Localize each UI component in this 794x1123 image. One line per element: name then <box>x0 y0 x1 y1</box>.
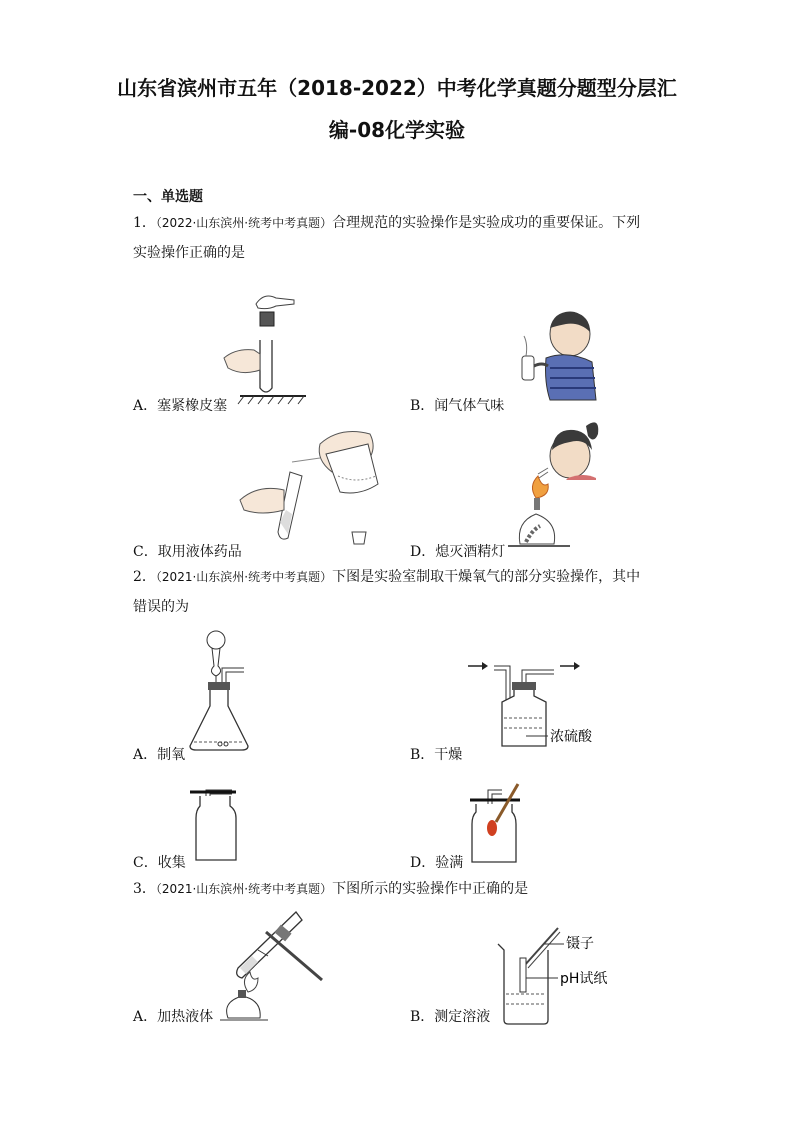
tweezers-label: 镊子 <box>566 936 594 952</box>
option-letter: B． <box>410 1009 435 1025</box>
question-text: 下图是实验室制取干燥氧气的部分实验操作，其中 <box>332 569 641 585</box>
option-label: 制氧 <box>157 747 186 763</box>
extinguish-lamp-figure <box>508 416 604 552</box>
q1-option-d[interactable] <box>410 541 505 561</box>
section-heading: 一、单选题 <box>133 189 203 205</box>
option-letter: A． <box>133 747 158 763</box>
question-source: （2021·山东滨州·统考中考真题） <box>155 570 333 584</box>
option-label: 干燥 <box>434 747 463 763</box>
q2-option-d[interactable] <box>410 852 463 872</box>
option-label: 熄灭酒精灯 <box>435 544 506 560</box>
option-letter: D． <box>410 544 436 560</box>
question-source: （2021·山东滨州·统考中考真题） <box>155 882 333 896</box>
question-1 <box>133 208 663 268</box>
doc-title-line1: 山东省滨州市五年（2018-2022）中考化学真题分题型分层汇 <box>117 76 677 100</box>
option-label: 闻气体气味 <box>434 398 505 414</box>
doc-title-line2: 编-08化学实验 <box>328 118 466 142</box>
acid-label: 浓硫酸 <box>550 729 592 745</box>
option-label: 收集 <box>157 855 186 871</box>
question-3-line1 <box>133 874 663 904</box>
question-source: （2022·山东滨州·统考中考真题） <box>155 216 333 230</box>
stopper-test-tube-figure <box>222 282 312 408</box>
ph-test-figure <box>494 924 614 1028</box>
option-letter: B． <box>410 747 435 763</box>
question-number: 2． <box>133 569 156 585</box>
option-letter: A． <box>133 398 158 414</box>
question-text: 合理规范的实验操作是实验成功的重要保证。下列 <box>332 215 641 231</box>
option-letter: B． <box>410 398 435 414</box>
heating-liquid-figure <box>218 906 328 1022</box>
option-label: 塞紧橡皮塞 <box>157 398 228 414</box>
question-text: 下图所示的实验操作中正确的是 <box>332 881 529 897</box>
drying-bottle-figure <box>464 656 624 752</box>
collection-bottle-figure <box>186 778 256 864</box>
option-label: 测定溶液 <box>434 1009 491 1025</box>
q3-option-a[interactable] <box>133 1006 213 1026</box>
q2-option-c[interactable] <box>133 852 186 872</box>
question-2 <box>133 562 663 622</box>
q1-option-c[interactable] <box>133 541 242 561</box>
question-number: 3． <box>133 881 156 897</box>
question-2-line1 <box>133 562 663 592</box>
check-full-figure <box>462 778 542 864</box>
pour-liquid-figure <box>240 414 390 554</box>
q2-option-a[interactable] <box>133 744 185 764</box>
question-1-line1 <box>133 208 663 238</box>
q2-option-b[interactable] <box>410 744 462 764</box>
option-label: 取用液体药品 <box>157 544 242 560</box>
oxygen-generator-figure <box>188 626 268 754</box>
question-number: 1． <box>133 215 156 231</box>
option-label: 验满 <box>435 855 464 871</box>
q1-option-b[interactable] <box>410 395 504 415</box>
question-2-line2: 错误的为 <box>133 599 189 615</box>
smell-gas-figure <box>510 308 602 404</box>
option-letter: C． <box>133 544 158 560</box>
option-letter: D． <box>410 855 436 871</box>
q3-option-b[interactable] <box>410 1006 490 1026</box>
ph-paper-label: pH试纸 <box>560 971 608 987</box>
option-label: 加热液体 <box>157 1009 214 1025</box>
question-1-line2: 实验操作正确的是 <box>133 245 245 261</box>
question-3 <box>133 874 663 904</box>
option-letter: C． <box>133 855 158 871</box>
option-letter: A． <box>133 1009 158 1025</box>
q1-option-a[interactable] <box>133 395 227 415</box>
